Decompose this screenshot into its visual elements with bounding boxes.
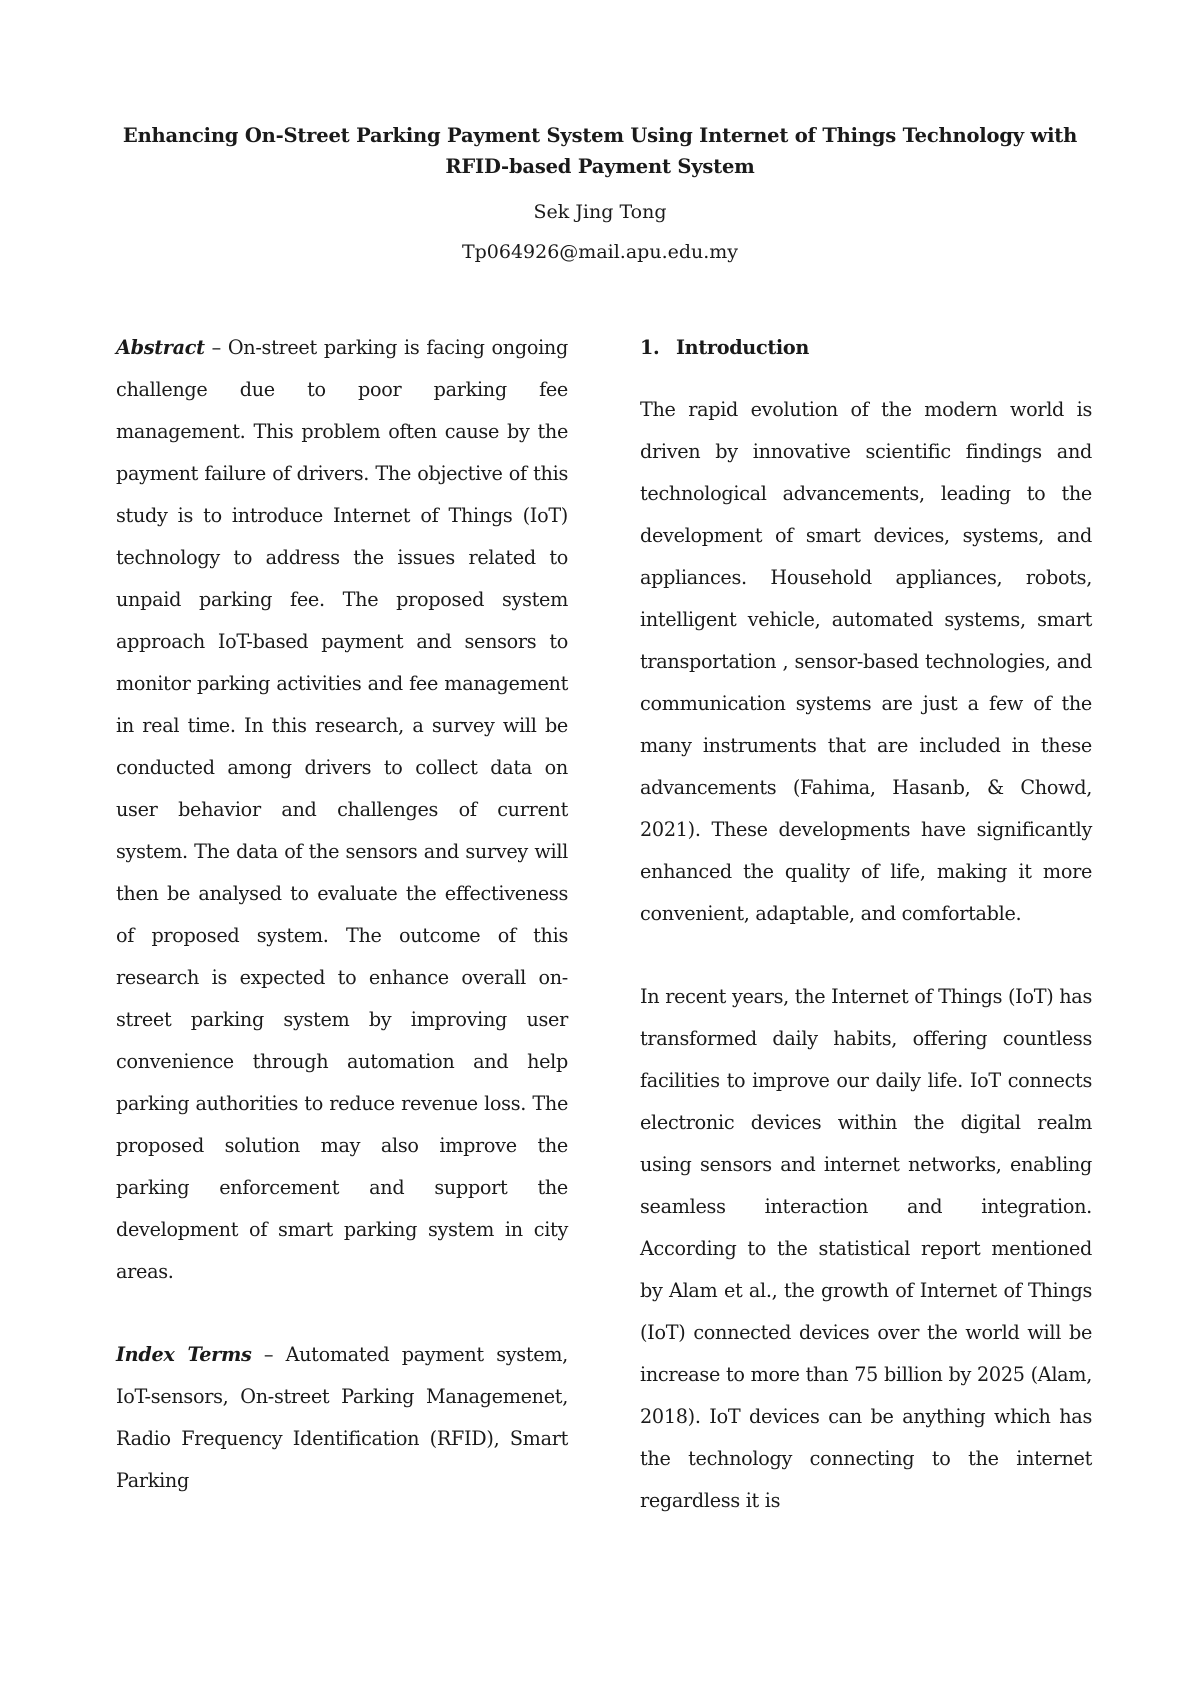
abstract-text: On-street parking is facing ongoing challenge due to poor parking fee management. This problem often cause by the payment failure of drivers. The objective of this study is to introduce Internet of Things (IoT) technology to address the issues related to unpaid parking fee. The proposed system approach IoT-based payment and sensors to monitor parking activities and fee management in real time. In this research, a survey will be conducted among drivers to collect data on user behavior and challenges of current system. The data of the sensors and survey will then be analysed to evaluate the effectiveness of proposed system. The outcome of this research is expected to enhance overall on-street parking system by improving user convenience through automation and help parking authorities to reduce revenue loss. The proposed solution may also improve the parking enforcement and support the development of smart parking system in city areas.: [116, 336, 568, 1283]
paper-title: Enhancing On-Street Parking Payment System Using Internet of Things Technology with RFID-based Payment System: [122, 124, 1078, 178]
author-email: Tp064926@mail.apu.edu.my: [461, 241, 739, 263]
author-name: Sek Jing Tong: [533, 201, 667, 223]
abstract-paragraph: [116, 327, 568, 1293]
index-terms-text: Automated payment system, IoT-sensors, On-street Parking Managemenet, Radio Frequency Identification (RFID), Smart Parking: [116, 1343, 568, 1492]
abstract-label: Abstract: [116, 336, 205, 359]
section-number: 1.: [640, 336, 660, 359]
intro-paragraph-1: The rapid evolution of the modern world is driven by innovative scientific findings and technological advancements, leading to the development of smart devices, systems, and appliances. Household appliances, robots, intelligent vehicle, automated systems, smart transportation , sensor-based technologies, and communication systems are just a few of the many instruments that are included in these advancements (Fahima, Hasanb, & Chowd, 2021). These developments have significantly enhanced the quality of life, making it more convenient, adaptable, and comfortable.: [640, 398, 1092, 925]
section-title: Introduction: [676, 336, 810, 359]
index-terms-separator: –: [251, 1343, 286, 1366]
abstract-separator: –: [204, 336, 228, 359]
index-terms-paragraph: [116, 1334, 568, 1502]
left-column: [116, 327, 568, 1502]
title-block: [120, 120, 1080, 264]
section-heading-introduction: [640, 327, 1092, 369]
index-terms-label: Index Terms: [116, 1343, 252, 1366]
intro-paragraph-2: In recent years, the Internet of Things (IoT) has transformed daily habits, offering countless facilities to improve our daily life. IoT connects electronic devices within the digital realm using sensors and internet networks, enabling seamless interaction and integration. According to the statistical report mentioned by Alam et al., the growth of Internet of Things (IoT) connected devices over the world will be increase to more than 75 billion by 2025 (Alam, 2018). IoT devices can be anything which has the technology connecting to the internet regardless it is: [640, 985, 1092, 1512]
right-column: [640, 327, 1092, 1522]
